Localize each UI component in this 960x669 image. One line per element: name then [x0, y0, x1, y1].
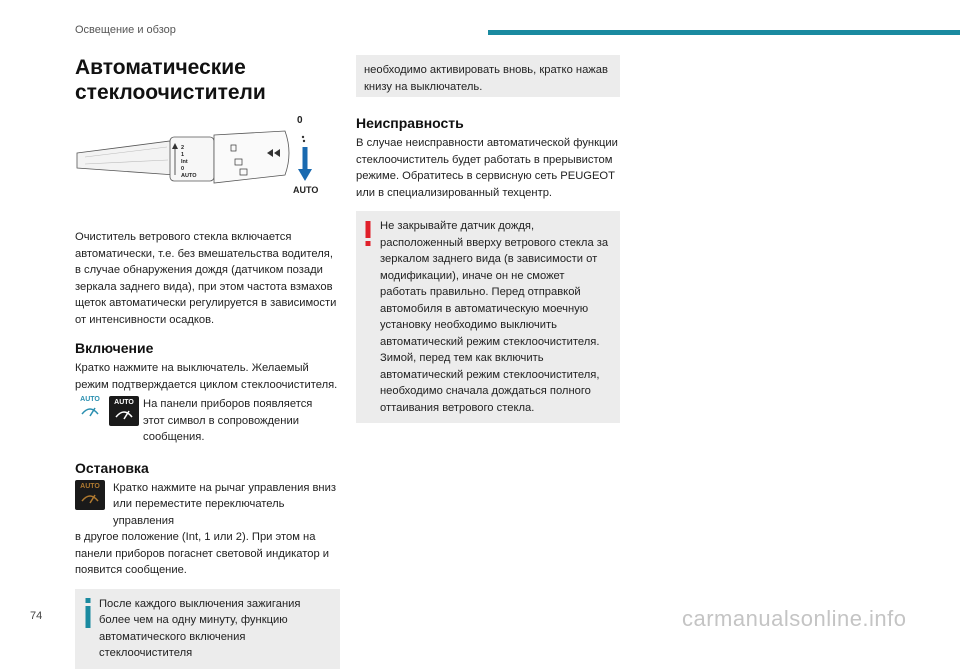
fault-heading: Неисправность: [356, 115, 464, 131]
switch-label: 1: [181, 152, 185, 158]
enable-note: На панели приборов появляется этот символ в сопровождении сообщения.: [143, 398, 313, 443]
auto-label: AUTO: [114, 399, 134, 406]
auto-label: AUTO: [80, 396, 100, 403]
header-accent-bar: [488, 30, 960, 35]
warning-text: Не закрывайте датчик дождя, расположенный вверху ветрового стекла за зеркалом заднего вида (в зависимости от модификации), иначе он не сможет работать правильно. Перед отправкой автомобиля в автоматическую моечную установку необходимо выключить автоматический режим стеклоочистителя. Зимой, перед тем как включить автоматический режим стеклоочистителя, необходимо сначала дождаться полного оттаивания ветрового стекла.: [380, 220, 609, 414]
stop-heading: Остановка: [75, 459, 149, 476]
info-box-continued-text: необходимо активировать вновь, кратко нажав книзу на выключатель.: [364, 64, 608, 93]
warning-icon: [364, 221, 372, 247]
page-number: 74: [30, 610, 43, 622]
switch-position-labels: [181, 145, 196, 180]
wiper-icon: [114, 407, 134, 421]
enable-paragraph: Кратко нажмите на выключатель. Желаемый режим подтверждается циклом стеклоочистителя.: [75, 362, 338, 391]
auto-label: AUTO: [80, 482, 100, 490]
info-box: [75, 589, 340, 669]
page-title: [75, 55, 340, 105]
intro-paragraph: Очиститель ветрового стекла включается автоматически, т.е. без вмешательства водителя, в случае обнаружения дождя (датчиком позади зеркала заднего вида), при этом частота взмахов щеток автоматически регулируется в зависимости от интенсивности осадков.: [75, 231, 337, 326]
enable-icon-row: [75, 396, 340, 446]
left-column: [75, 55, 340, 669]
wiper-icon: [80, 404, 100, 418]
enable-heading: Включение: [75, 340, 154, 356]
auto-wiper-off-icon: [75, 480, 105, 510]
wiper-stalk-diagram: [75, 115, 325, 203]
stop-icon-row: [75, 480, 340, 530]
info-box-continued: [356, 55, 620, 97]
auto-wiper-indicator-icon: [109, 396, 139, 426]
switch-label: AUTO: [181, 173, 197, 179]
right-column: [356, 55, 620, 423]
info-icon: [83, 598, 93, 628]
wiper-icon: [80, 491, 100, 505]
diagram-label-auto: AUTO: [293, 185, 319, 195]
auto-wiper-icon-plain: [75, 396, 105, 446]
switch-label: 0: [181, 166, 185, 172]
switch-label: Int: [181, 159, 188, 165]
wiper-stalk-illustration: [75, 123, 325, 203]
switch-label: 2: [181, 145, 185, 151]
stop-paragraph-part1: Кратко нажмите на рычаг управления вниз или переместите переключатель управления: [113, 481, 336, 527]
stop-paragraph-part2: в другое положение (Int, 1 или 2). При этом на панели приборов погаснет световой индикатор и появится сообщение.: [75, 531, 330, 576]
fault-paragraph: В случае неисправности автоматической функции стеклоочиститель будет работать в прерывистом режиме. Обратитесь в сервисную сеть PEUGEOT или в специализированный техцентр.: [356, 137, 618, 199]
diagram-label-zero: 0: [297, 115, 303, 126]
watermark: carmanualsonline.info: [682, 606, 907, 631]
info-box-text: После каждого выключения зажигания более чем на одну минуту, функцию автоматического включения стеклоочистителя: [99, 597, 301, 659]
header-section-title: Освещение и обзор: [75, 24, 176, 36]
page-title-line1: Автоматические: [75, 56, 246, 79]
warning-box: [356, 211, 620, 423]
page-title-line2: стеклоочистители: [75, 81, 266, 104]
